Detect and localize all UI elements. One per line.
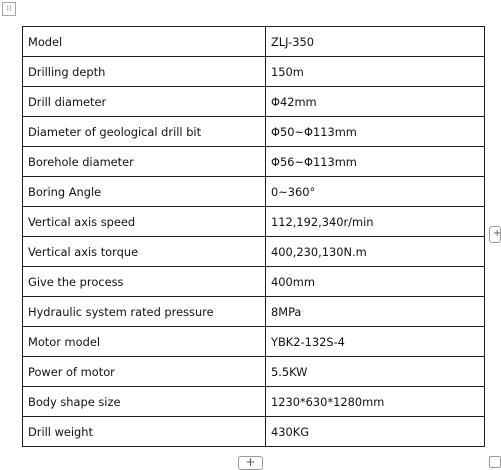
row-value-cell[interactable]: Φ50~Φ113mm [266,117,485,147]
table-row [23,207,485,237]
row-value-cell[interactable]: ZLJ-350 [266,27,485,57]
move-icon: ⁝⁝ [6,4,12,13]
row-label-cell[interactable]: Power of motor [23,357,266,387]
row-value-cell[interactable]: 430KG [266,417,485,447]
table-row [23,57,485,87]
row-value-cell[interactable]: 0~360° [266,177,485,207]
row-label-cell[interactable]: Boring Angle [23,177,266,207]
row-label-cell[interactable]: Diameter of geological drill bit [23,117,266,147]
table-row [23,147,485,177]
row-label-cell[interactable]: Borehole diameter [23,147,266,177]
plus-icon: + [245,455,256,469]
row-value-cell[interactable]: Φ42mm [266,87,485,117]
plus-icon: + [493,228,501,239]
table-row [23,387,485,417]
row-label-cell[interactable]: Drilling depth [23,57,266,87]
row-value-cell[interactable]: YBK2-132S-4 [266,327,485,357]
row-value-cell[interactable]: 150m [266,57,485,87]
row-value-cell[interactable]: 400,230,130N.m [266,237,485,267]
row-label-cell[interactable]: Model [23,27,266,57]
table-move-handle[interactable] [2,2,16,16]
row-value-cell[interactable]: 5.5KW [266,357,485,387]
row-label-cell[interactable]: Vertical axis torque [23,237,266,267]
row-label-cell[interactable]: Body shape size [23,387,266,417]
table-row [23,237,485,267]
row-value-cell[interactable]: 112,192,340r/min [266,207,485,237]
table-row [23,417,485,447]
table-resize-handle[interactable] [489,456,501,468]
row-value-cell[interactable]: Φ56~Φ113mm [266,147,485,177]
row-value-cell[interactable]: 1230*630*1280mm [266,387,485,417]
add-row-button[interactable] [238,456,263,470]
table-row [23,357,485,387]
row-label-cell[interactable]: Vertical axis speed [23,207,266,237]
table-row [23,27,485,57]
table-row [23,177,485,207]
row-value-cell[interactable]: 400mm [266,267,485,297]
table-row [23,117,485,147]
row-label-cell[interactable]: Motor model [23,327,266,357]
table-row [23,297,485,327]
row-label-cell[interactable]: Hydraulic system rated pressure [23,297,266,327]
spec-table [22,26,485,447]
spec-table-body [23,27,485,447]
row-value-cell[interactable]: 8MPa [266,297,485,327]
row-label-cell[interactable]: Give the process [23,267,266,297]
row-label-cell[interactable]: Drill diameter [23,87,266,117]
table-row [23,87,485,117]
table-row [23,327,485,357]
row-label-cell[interactable]: Drill weight [23,417,266,447]
table-row [23,267,485,297]
add-column-button[interactable] [489,226,501,243]
